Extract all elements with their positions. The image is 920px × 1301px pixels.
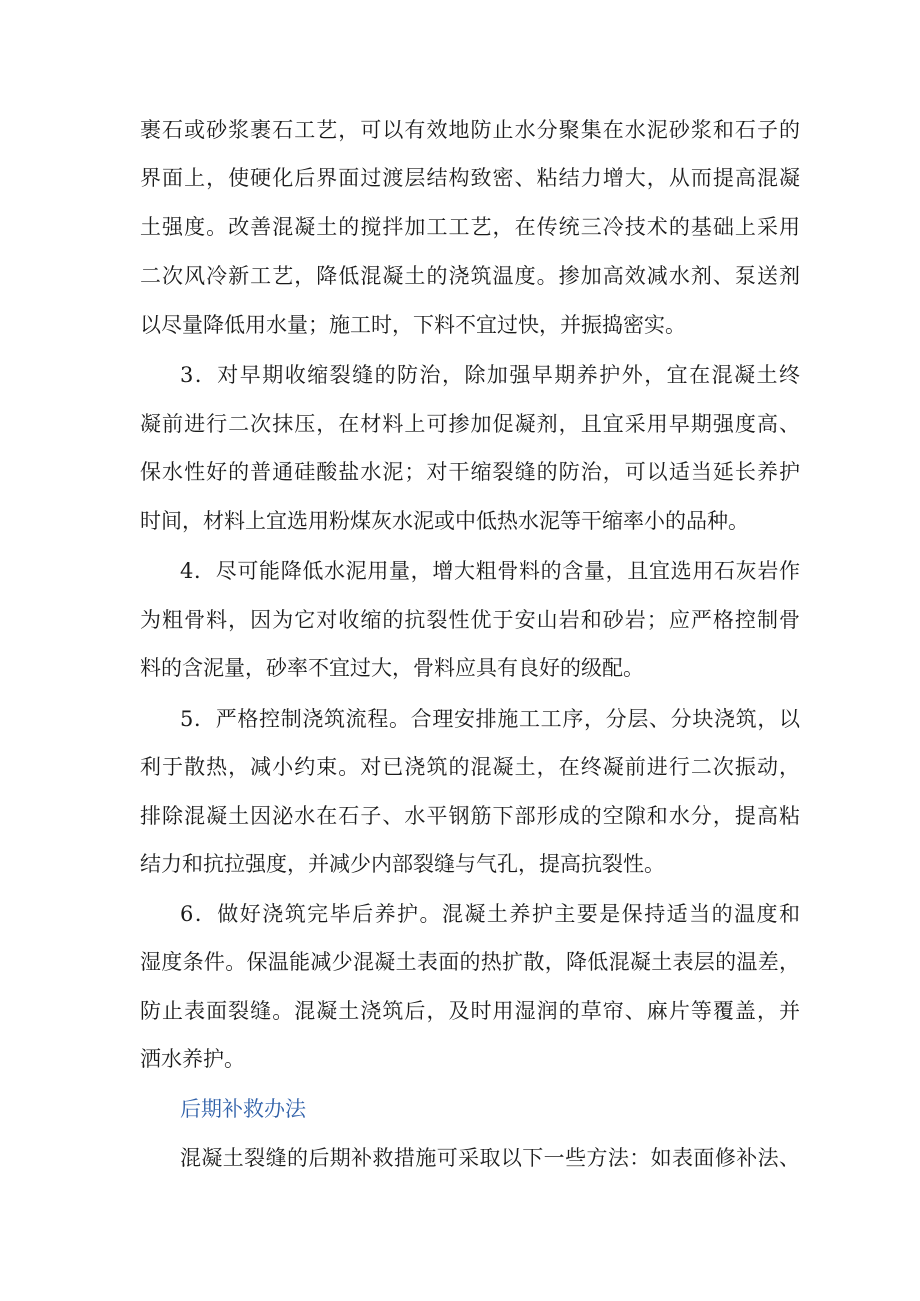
text-line: 排除混凝土因泌水在石子、水平钢筋下部形成的空隙和水分，提高粘: [140, 804, 800, 828]
text-line: 保水性好的普通硅酸盐水泥；对干缩裂缝的防治，可以适当延长养护: [140, 460, 800, 484]
section-heading: 后期补救办法: [180, 1097, 306, 1121]
numbered-item-4: 4．尽可能降低水泥用量，增大粗骨料的含量，且宜选用石灰岩作: [180, 559, 800, 583]
text-line: 利于散热，减小约束。对已浇筑的混凝土，在终凝前进行二次振动，: [140, 755, 800, 779]
text-line: 时间，材料上宜选用粉煤灰水泥或中低热水泥等干缩率小的品种。: [140, 509, 749, 533]
text-line: 湿度条件。保温能减少混凝土表面的热扩散，降低混凝土表层的温差，: [140, 950, 800, 974]
text-line: 混凝土裂缝的后期补救措施可采取以下一些方法：如表面修补法、: [180, 1146, 800, 1170]
numbered-item-3: 3．对早期收缩裂缝的防治，除加强早期养护外，宜在混凝土终: [180, 363, 800, 387]
text-line: 裹石或砂浆裹石工艺，可以有效地防止水分聚集在水泥砂浆和石子的: [140, 118, 800, 142]
numbered-item-5: 5．严格控制浇筑流程。合理安排施工工序，分层、分块浇筑，以: [180, 707, 800, 731]
numbered-item-6: 6．做好浇筑完毕后养护。混凝土养护主要是保持适当的温度和: [180, 902, 800, 926]
text-line: 凝前进行二次抹压，在材料上可掺加促凝剂，且宜采用早期强度高、: [140, 412, 800, 436]
text-line: 界面上，使硬化后界面过渡层结构致密、粘结力增大，从而提高混凝: [140, 166, 800, 190]
text-line: 二次风冷新工艺，降低混凝土的浇筑温度。掺加高效减水剂、泵送剂: [140, 264, 800, 288]
text-line: 洒水养护。: [140, 1047, 245, 1071]
text-line: 土强度。改善混凝土的搅拌加工工艺，在传统三冷技术的基础上采用: [140, 215, 800, 239]
text-line: 防止表面裂缝。混凝土浇筑后，及时用湿润的草帘、麻片等覆盖，并: [140, 999, 800, 1023]
text-line: 料的含泥量，砂率不宜过大，骨料应具有良好的级配。: [140, 656, 644, 680]
text-line: 以尽量降低用水量；施工时，下料不宜过快，并振捣密实。: [140, 313, 686, 337]
text-line: 为粗骨料，因为它对收缩的抗裂性优于安山岩和砂岩；应严格控制骨: [140, 608, 800, 632]
text-line: 结力和抗拉强度，并减少内部裂缝与气孔，提高抗裂性。: [140, 852, 665, 876]
